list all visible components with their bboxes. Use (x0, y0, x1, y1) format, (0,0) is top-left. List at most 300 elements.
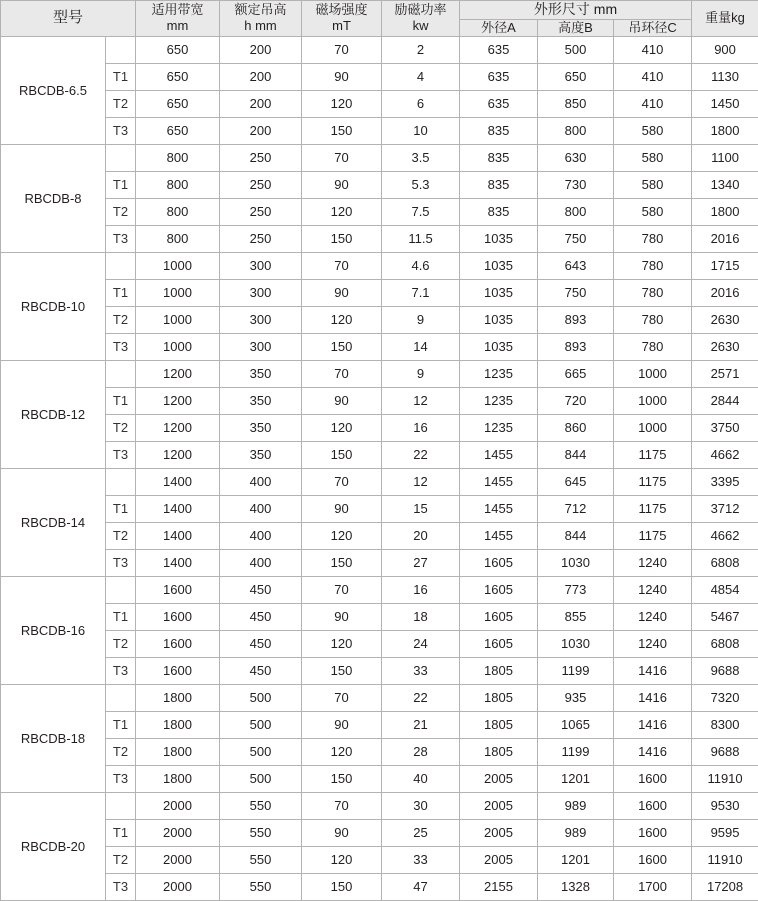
ring-diameter-cell: 1000 (614, 387, 692, 414)
power-cell: 3.5 (382, 144, 460, 171)
belt-width-cell: 1400 (136, 549, 220, 576)
rated-height-cell: 550 (220, 873, 302, 900)
magnetic-cell: 90 (302, 387, 382, 414)
magnetic-cell: 150 (302, 549, 382, 576)
power-cell: 33 (382, 846, 460, 873)
height-b-cell: 844 (538, 522, 614, 549)
table-body (1, 36, 758, 900)
header-height-b: 高度B (538, 19, 614, 36)
power-cell: 2 (382, 36, 460, 63)
belt-width-cell: 1200 (136, 441, 220, 468)
power-cell: 27 (382, 549, 460, 576)
rated-height-cell: 250 (220, 198, 302, 225)
belt-width-cell: 1000 (136, 333, 220, 360)
height-b-cell: 500 (538, 36, 614, 63)
power-cell: 7.1 (382, 279, 460, 306)
magnetic-cell: 150 (302, 873, 382, 900)
table-row (1, 765, 758, 792)
ring-diameter-cell: 1416 (614, 738, 692, 765)
variant-cell (106, 684, 136, 711)
magnetic-cell: 90 (302, 171, 382, 198)
variant-cell: T2 (106, 414, 136, 441)
variant-cell: T1 (106, 819, 136, 846)
variant-cell: T3 (106, 117, 136, 144)
table-row (1, 873, 758, 900)
belt-width-cell: 1800 (136, 684, 220, 711)
belt-width-cell: 2000 (136, 792, 220, 819)
height-b-cell: 712 (538, 495, 614, 522)
table-row (1, 414, 758, 441)
magnetic-cell: 150 (302, 117, 382, 144)
outer-diameter-cell: 1235 (460, 414, 538, 441)
table-row (1, 252, 758, 279)
table-header (1, 1, 758, 37)
weight-cell: 7320 (692, 684, 758, 711)
rated-height-cell: 400 (220, 549, 302, 576)
header-model: 型号 (1, 1, 136, 37)
belt-width-cell: 2000 (136, 873, 220, 900)
ring-diameter-cell: 580 (614, 171, 692, 198)
weight-cell: 1130 (692, 63, 758, 90)
outer-diameter-cell: 2005 (460, 765, 538, 792)
belt-width-cell: 1800 (136, 738, 220, 765)
variant-cell: T1 (106, 63, 136, 90)
height-b-cell: 860 (538, 414, 614, 441)
ring-diameter-cell: 1175 (614, 495, 692, 522)
magnetic-cell: 150 (302, 225, 382, 252)
ring-diameter-cell: 1416 (614, 657, 692, 684)
ring-diameter-cell: 1175 (614, 522, 692, 549)
outer-diameter-cell: 1035 (460, 333, 538, 360)
rated-height-cell: 450 (220, 657, 302, 684)
height-b-cell: 773 (538, 576, 614, 603)
rated-height-cell: 300 (220, 306, 302, 333)
table-row (1, 198, 758, 225)
header-weight: 重量kg (692, 1, 758, 37)
ring-diameter-cell: 1240 (614, 630, 692, 657)
variant-cell: T2 (106, 630, 136, 657)
power-cell: 47 (382, 873, 460, 900)
weight-cell: 5467 (692, 603, 758, 630)
weight-cell: 11910 (692, 846, 758, 873)
magnetic-cell: 120 (302, 846, 382, 873)
rated-height-cell: 200 (220, 63, 302, 90)
magnetic-cell: 70 (302, 684, 382, 711)
power-cell: 12 (382, 387, 460, 414)
magnetic-cell: 150 (302, 657, 382, 684)
variant-cell (106, 576, 136, 603)
weight-cell: 1340 (692, 171, 758, 198)
variant-cell: T1 (106, 279, 136, 306)
outer-diameter-cell: 2005 (460, 819, 538, 846)
rated-height-cell: 500 (220, 738, 302, 765)
outer-diameter-cell: 2005 (460, 792, 538, 819)
magnetic-cell: 120 (302, 522, 382, 549)
belt-width-cell: 1200 (136, 387, 220, 414)
model-cell: RBCDB-6.5 (1, 36, 106, 144)
model-cell: RBCDB-20 (1, 792, 106, 900)
ring-diameter-cell: 580 (614, 144, 692, 171)
magnetic-cell: 150 (302, 441, 382, 468)
magnetic-cell: 90 (302, 711, 382, 738)
table-row (1, 738, 758, 765)
header-rated-height-unit: h mm (220, 18, 301, 34)
ring-diameter-cell: 580 (614, 117, 692, 144)
weight-cell: 4662 (692, 522, 758, 549)
power-cell: 24 (382, 630, 460, 657)
belt-width-cell: 650 (136, 117, 220, 144)
weight-cell: 11910 (692, 765, 758, 792)
table-row (1, 495, 758, 522)
variant-cell: T3 (106, 873, 136, 900)
belt-width-cell: 650 (136, 36, 220, 63)
height-b-cell: 645 (538, 468, 614, 495)
height-b-cell: 800 (538, 198, 614, 225)
magnetic-cell: 70 (302, 468, 382, 495)
rated-height-cell: 500 (220, 765, 302, 792)
outer-diameter-cell: 1455 (460, 468, 538, 495)
table-row (1, 360, 758, 387)
rated-height-cell: 350 (220, 441, 302, 468)
rated-height-cell: 500 (220, 684, 302, 711)
weight-cell: 17208 (692, 873, 758, 900)
power-cell: 20 (382, 522, 460, 549)
variant-cell: T3 (106, 225, 136, 252)
rated-height-cell: 500 (220, 711, 302, 738)
variant-cell (106, 360, 136, 387)
magnetic-cell: 70 (302, 144, 382, 171)
belt-width-cell: 1600 (136, 657, 220, 684)
variant-cell: T1 (106, 711, 136, 738)
power-cell: 10 (382, 117, 460, 144)
height-b-cell: 1201 (538, 765, 614, 792)
model-cell: RBCDB-16 (1, 576, 106, 684)
outer-diameter-cell: 1035 (460, 306, 538, 333)
height-b-cell: 1201 (538, 846, 614, 873)
table-row (1, 171, 758, 198)
outer-diameter-cell: 1455 (460, 441, 538, 468)
belt-width-cell: 1800 (136, 711, 220, 738)
ring-diameter-cell: 1240 (614, 549, 692, 576)
belt-width-cell: 1600 (136, 630, 220, 657)
power-cell: 4 (382, 63, 460, 90)
height-b-cell: 850 (538, 90, 614, 117)
rated-height-cell: 450 (220, 630, 302, 657)
ring-diameter-cell: 410 (614, 63, 692, 90)
power-cell: 18 (382, 603, 460, 630)
height-b-cell: 893 (538, 333, 614, 360)
header-belt-width (136, 1, 220, 37)
power-cell: 12 (382, 468, 460, 495)
rated-height-cell: 300 (220, 279, 302, 306)
rated-height-cell: 450 (220, 576, 302, 603)
magnetic-cell: 90 (302, 279, 382, 306)
ring-diameter-cell: 780 (614, 279, 692, 306)
table-row (1, 387, 758, 414)
table-row (1, 630, 758, 657)
ring-diameter-cell: 1600 (614, 819, 692, 846)
power-cell: 16 (382, 576, 460, 603)
belt-width-cell: 800 (136, 144, 220, 171)
variant-cell (106, 144, 136, 171)
weight-cell: 900 (692, 36, 758, 63)
ring-diameter-cell: 1000 (614, 414, 692, 441)
table-row (1, 144, 758, 171)
weight-cell: 2016 (692, 279, 758, 306)
height-b-cell: 1030 (538, 630, 614, 657)
outer-diameter-cell: 1805 (460, 684, 538, 711)
power-cell: 30 (382, 792, 460, 819)
outer-diameter-cell: 1805 (460, 738, 538, 765)
height-b-cell: 720 (538, 387, 614, 414)
height-b-cell: 1030 (538, 549, 614, 576)
header-magnetic-strength (302, 1, 382, 37)
rated-height-cell: 250 (220, 144, 302, 171)
weight-cell: 4854 (692, 576, 758, 603)
variant-cell: T1 (106, 495, 136, 522)
outer-diameter-cell: 1605 (460, 576, 538, 603)
table-row (1, 576, 758, 603)
weight-cell: 9688 (692, 738, 758, 765)
ring-diameter-cell: 410 (614, 36, 692, 63)
weight-cell: 8300 (692, 711, 758, 738)
height-b-cell: 855 (538, 603, 614, 630)
belt-width-cell: 1000 (136, 306, 220, 333)
height-b-cell: 630 (538, 144, 614, 171)
rated-height-cell: 250 (220, 171, 302, 198)
table-row (1, 225, 758, 252)
rated-height-cell: 200 (220, 90, 302, 117)
magnetic-cell: 90 (302, 603, 382, 630)
rated-height-cell: 550 (220, 792, 302, 819)
outer-diameter-cell: 1235 (460, 387, 538, 414)
header-magnetic-label: 磁场强度 (302, 2, 381, 18)
weight-cell: 1450 (692, 90, 758, 117)
outer-diameter-cell: 1035 (460, 225, 538, 252)
outer-diameter-cell: 835 (460, 117, 538, 144)
height-b-cell: 1328 (538, 873, 614, 900)
variant-cell: T2 (106, 90, 136, 117)
rated-height-cell: 300 (220, 333, 302, 360)
belt-width-cell: 2000 (136, 846, 220, 873)
table-row (1, 117, 758, 144)
outer-diameter-cell: 2005 (460, 846, 538, 873)
height-b-cell: 844 (538, 441, 614, 468)
magnetic-cell: 90 (302, 819, 382, 846)
outer-diameter-cell: 1805 (460, 711, 538, 738)
variant-cell: T2 (106, 198, 136, 225)
magnetic-cell: 150 (302, 333, 382, 360)
rated-height-cell: 450 (220, 603, 302, 630)
model-cell: RBCDB-10 (1, 252, 106, 360)
header-belt-width-label: 适用带宽 (136, 2, 219, 18)
outer-diameter-cell: 635 (460, 63, 538, 90)
magnetic-cell: 70 (302, 36, 382, 63)
ring-diameter-cell: 1700 (614, 873, 692, 900)
magnetic-cell: 70 (302, 360, 382, 387)
belt-width-cell: 800 (136, 171, 220, 198)
outer-diameter-cell: 1455 (460, 522, 538, 549)
header-belt-width-unit: mm (136, 18, 219, 34)
model-cell: RBCDB-14 (1, 468, 106, 576)
rated-height-cell: 350 (220, 360, 302, 387)
outer-diameter-cell: 1605 (460, 603, 538, 630)
variant-cell: T2 (106, 306, 136, 333)
belt-width-cell: 1400 (136, 468, 220, 495)
ring-diameter-cell: 1240 (614, 603, 692, 630)
variant-cell: T2 (106, 738, 136, 765)
table-row (1, 468, 758, 495)
height-b-cell: 989 (538, 819, 614, 846)
magnetic-cell: 120 (302, 90, 382, 117)
outer-diameter-cell: 2155 (460, 873, 538, 900)
power-cell: 11.5 (382, 225, 460, 252)
height-b-cell: 650 (538, 63, 614, 90)
power-cell: 25 (382, 819, 460, 846)
belt-width-cell: 800 (136, 225, 220, 252)
model-cell: RBCDB-12 (1, 360, 106, 468)
table-row (1, 306, 758, 333)
magnetic-cell: 90 (302, 63, 382, 90)
rated-height-cell: 300 (220, 252, 302, 279)
table-row (1, 90, 758, 117)
height-b-cell: 750 (538, 225, 614, 252)
height-b-cell: 1199 (538, 738, 614, 765)
rated-height-cell: 400 (220, 468, 302, 495)
variant-cell: T2 (106, 522, 136, 549)
weight-cell: 2016 (692, 225, 758, 252)
power-cell: 16 (382, 414, 460, 441)
height-b-cell: 643 (538, 252, 614, 279)
power-cell: 28 (382, 738, 460, 765)
weight-cell: 9688 (692, 657, 758, 684)
ring-diameter-cell: 780 (614, 306, 692, 333)
belt-width-cell: 800 (136, 198, 220, 225)
power-cell: 9 (382, 360, 460, 387)
weight-cell: 6808 (692, 549, 758, 576)
ring-diameter-cell: 1000 (614, 360, 692, 387)
power-cell: 33 (382, 657, 460, 684)
power-cell: 14 (382, 333, 460, 360)
height-b-cell: 893 (538, 306, 614, 333)
table-row (1, 792, 758, 819)
belt-width-cell: 1600 (136, 576, 220, 603)
magnetic-cell: 120 (302, 198, 382, 225)
weight-cell: 1100 (692, 144, 758, 171)
header-power-label: 励磁功率 (382, 2, 459, 18)
outer-diameter-cell: 1035 (460, 279, 538, 306)
belt-width-cell: 1200 (136, 414, 220, 441)
rated-height-cell: 550 (220, 819, 302, 846)
weight-cell: 2630 (692, 306, 758, 333)
weight-cell: 1800 (692, 198, 758, 225)
table-row (1, 684, 758, 711)
magnetic-cell: 70 (302, 576, 382, 603)
ring-diameter-cell: 410 (614, 90, 692, 117)
height-b-cell: 935 (538, 684, 614, 711)
power-cell: 5.3 (382, 171, 460, 198)
height-b-cell: 1199 (538, 657, 614, 684)
rated-height-cell: 400 (220, 495, 302, 522)
ring-diameter-cell: 780 (614, 333, 692, 360)
magnetic-cell: 70 (302, 252, 382, 279)
variant-cell (106, 468, 136, 495)
weight-cell: 2630 (692, 333, 758, 360)
belt-width-cell: 1400 (136, 495, 220, 522)
table-row (1, 333, 758, 360)
variant-cell (106, 252, 136, 279)
table-row (1, 36, 758, 63)
height-b-cell: 665 (538, 360, 614, 387)
variant-cell: T1 (106, 603, 136, 630)
variant-cell: T1 (106, 387, 136, 414)
weight-cell: 1715 (692, 252, 758, 279)
rated-height-cell: 200 (220, 36, 302, 63)
variant-cell: T3 (106, 765, 136, 792)
variant-cell: T2 (106, 846, 136, 873)
table-row (1, 63, 758, 90)
ring-diameter-cell: 1175 (614, 441, 692, 468)
header-dimensions-group: 外形尺寸 mm (460, 1, 692, 20)
magnetic-cell: 120 (302, 738, 382, 765)
outer-diameter-cell: 635 (460, 90, 538, 117)
height-b-cell: 800 (538, 117, 614, 144)
belt-width-cell: 1200 (136, 360, 220, 387)
weight-cell: 4662 (692, 441, 758, 468)
belt-width-cell: 1000 (136, 279, 220, 306)
rated-height-cell: 250 (220, 225, 302, 252)
model-cell: RBCDB-8 (1, 144, 106, 252)
variant-cell: T3 (106, 333, 136, 360)
header-power-unit: kw (382, 18, 459, 34)
belt-width-cell: 1800 (136, 765, 220, 792)
outer-diameter-cell: 1605 (460, 630, 538, 657)
ring-diameter-cell: 1600 (614, 765, 692, 792)
magnetic-cell: 70 (302, 792, 382, 819)
ring-diameter-cell: 580 (614, 198, 692, 225)
magnetic-cell: 120 (302, 414, 382, 441)
height-b-cell: 750 (538, 279, 614, 306)
header-row-1 (1, 1, 758, 20)
model-cell: RBCDB-18 (1, 684, 106, 792)
rated-height-cell: 550 (220, 846, 302, 873)
outer-diameter-cell: 1805 (460, 657, 538, 684)
header-rated-height (220, 1, 302, 37)
belt-width-cell: 2000 (136, 819, 220, 846)
weight-cell: 9530 (692, 792, 758, 819)
outer-diameter-cell: 635 (460, 36, 538, 63)
table-row (1, 522, 758, 549)
variant-cell: T3 (106, 441, 136, 468)
weight-cell: 3750 (692, 414, 758, 441)
header-power (382, 1, 460, 37)
rated-height-cell: 350 (220, 414, 302, 441)
height-b-cell: 1065 (538, 711, 614, 738)
outer-diameter-cell: 1605 (460, 549, 538, 576)
variant-cell (106, 792, 136, 819)
table-row (1, 549, 758, 576)
outer-diameter-cell: 1035 (460, 252, 538, 279)
table-row (1, 603, 758, 630)
power-cell: 21 (382, 711, 460, 738)
belt-width-cell: 1600 (136, 603, 220, 630)
header-rated-height-label: 额定吊高 (220, 2, 301, 18)
outer-diameter-cell: 1455 (460, 495, 538, 522)
ring-diameter-cell: 1175 (614, 468, 692, 495)
table-row (1, 657, 758, 684)
magnetic-cell: 90 (302, 495, 382, 522)
belt-width-cell: 650 (136, 90, 220, 117)
